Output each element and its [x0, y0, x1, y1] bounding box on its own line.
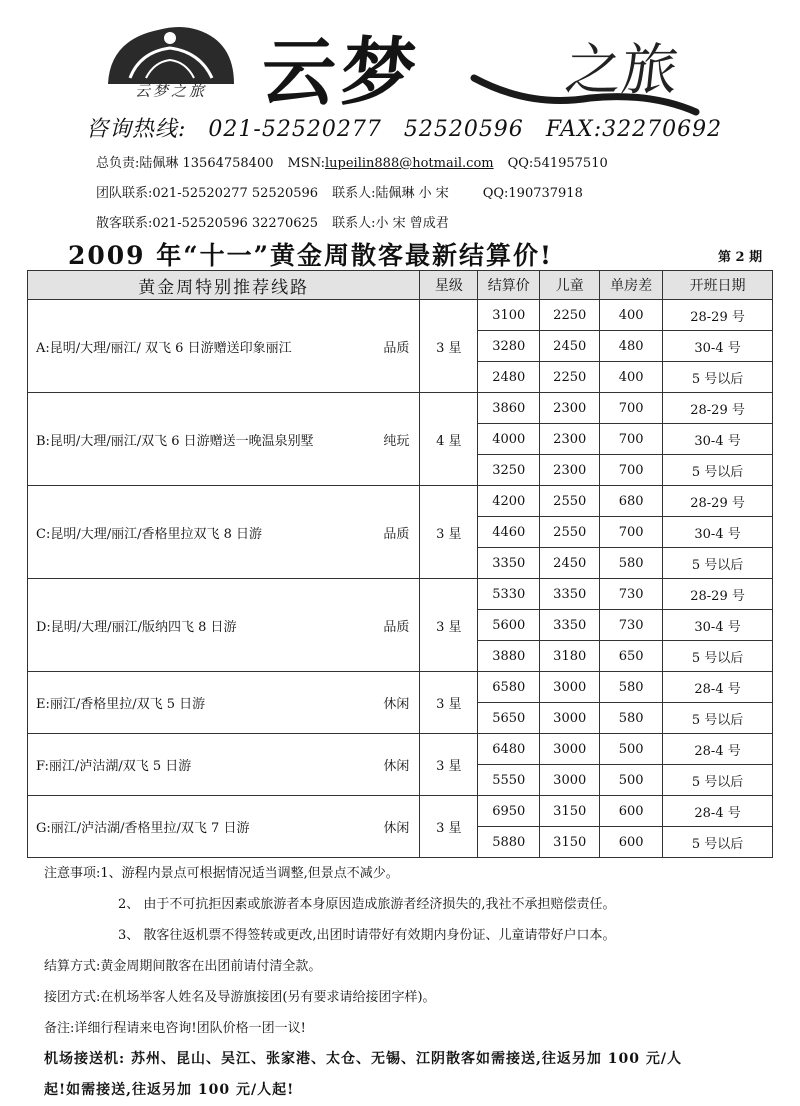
- single-room-supplement: 400: [600, 300, 663, 331]
- departure-date: 5 号以后: [663, 765, 773, 796]
- departure-date: 30-4 号: [663, 517, 773, 548]
- child-price: 2450: [540, 331, 600, 362]
- departure-date: 28-29 号: [663, 393, 773, 424]
- table-row: [28, 672, 773, 703]
- child-price: 2250: [540, 362, 600, 393]
- single-room-supplement: 650: [600, 641, 663, 672]
- airport-transfer-cont: 起!如需接送,往返另加 100 元/人起!: [44, 1082, 295, 1098]
- child-price: 3150: [540, 796, 600, 827]
- star-level: 3 星: [420, 734, 478, 796]
- msn-label: MSN:: [287, 156, 326, 171]
- child-price: 3150: [540, 827, 600, 858]
- single-room-supplement: 480: [600, 331, 663, 362]
- airport-transfer: 机场接送机: 苏州、昆山、吴江、张家港、太仓、无锡、江阴散客如需接送,往返另加 100 元/人: [44, 1051, 682, 1067]
- child-price: 3350: [540, 610, 600, 641]
- qq-number-2: QQ:190737918: [482, 186, 583, 201]
- header-child: 儿童: [540, 271, 600, 300]
- settlement-price: 5650: [478, 703, 540, 734]
- child-price: 3180: [540, 641, 600, 672]
- departure-date: 28-4 号: [663, 734, 773, 765]
- route-name: B:昆明/大理/丽江/双飞 6 日游赠送一晚温泉别墅: [36, 433, 314, 449]
- settlement-price: 6950: [478, 796, 540, 827]
- single-room-supplement: 580: [600, 672, 663, 703]
- route-type: 休闲: [383, 697, 410, 712]
- child-price: 2300: [540, 424, 600, 455]
- brush-swoosh-icon: [470, 68, 700, 118]
- departure-date: 5 号以后: [663, 827, 773, 858]
- contact-line-manager: [96, 152, 622, 171]
- settlement-price: 4460: [478, 517, 540, 548]
- child-price: 2550: [540, 517, 600, 548]
- single-room-supplement: 700: [600, 455, 663, 486]
- hotline-number-2: 52520596: [403, 117, 524, 142]
- page-headline: 2009 年“十一”黄金周散客最新结算价!: [68, 241, 554, 270]
- departure-date: 28-29 号: [663, 300, 773, 331]
- individual-contact: 散客联系:021-52520596 32270625: [96, 216, 319, 231]
- table-row: [28, 734, 773, 765]
- route-name: E:丽江/香格里拉/双飞 5 日游: [36, 697, 206, 712]
- table-row: [28, 796, 773, 827]
- manager-contact: 总负责:陆佩琳 13564758400: [96, 156, 274, 171]
- note-item: 2、 由于不可抗拒因素或旅游者本身原因造成旅游者经济损失的,我社不承担赔偿责任。: [118, 897, 616, 912]
- route-name: F:丽江/泸沽湖/双飞 5 日游: [36, 759, 192, 774]
- brand-title: 云梦: [256, 30, 426, 116]
- route-name: C:昆明/大理/丽江/香格里拉双飞 8 日游: [36, 526, 263, 542]
- settlement-method: 结算方式:黄金周期间散客在出团前请付清全款。: [44, 959, 322, 974]
- departure-date: 28-29 号: [663, 579, 773, 610]
- single-room-supplement: 580: [600, 703, 663, 734]
- settlement-price: 5550: [478, 765, 540, 796]
- star-level: 3 星: [420, 579, 478, 672]
- hotline-label: 咨询热线:: [86, 117, 187, 142]
- header-price: 结算价: [478, 271, 540, 300]
- price-table: [27, 270, 773, 858]
- route-cell: [28, 393, 420, 486]
- settlement-price: 5880: [478, 827, 540, 858]
- single-room-supplement: 600: [600, 827, 663, 858]
- route-name: D:昆明/大理/丽江/版纳四飞 8 日游: [36, 619, 237, 635]
- route-name: G:丽江/泸沽湖/香格里拉/双飞 7 日游: [36, 821, 250, 836]
- table-header-row: [28, 271, 773, 300]
- star-level: 3 星: [420, 486, 478, 579]
- contact-line-team: [96, 182, 597, 201]
- team-contact: 团队联系:021-52520277 52520596: [96, 186, 319, 201]
- notes-section: [44, 858, 774, 1106]
- team-contact-person: 联系人:陆佩琳 小 宋: [332, 186, 449, 201]
- single-room-supplement: 700: [600, 393, 663, 424]
- child-price: 3000: [540, 765, 600, 796]
- child-price: 2450: [540, 548, 600, 579]
- issue-number: 第 2 期: [718, 250, 763, 265]
- brand-title-sub: 之旅: [562, 38, 681, 103]
- departure-date: 5 号以后: [663, 455, 773, 486]
- settlement-price: 5330: [478, 579, 540, 610]
- departure-date: 28-4 号: [663, 796, 773, 827]
- route-type: 休闲: [383, 821, 410, 836]
- single-room-supplement: 700: [600, 424, 663, 455]
- single-room-supplement: 730: [600, 579, 663, 610]
- single-room-supplement: 500: [600, 765, 663, 796]
- single-room-supplement: 580: [600, 548, 663, 579]
- table-row: [28, 486, 773, 517]
- route-name: A:昆明/大理/丽江/ 双飞 6 日游赠送印象丽江: [36, 340, 292, 356]
- departure-date: 28-29 号: [663, 486, 773, 517]
- table-row: [28, 579, 773, 610]
- route-cell: [28, 579, 420, 672]
- star-level: 3 星: [420, 300, 478, 393]
- settlement-price: 3880: [478, 641, 540, 672]
- qq-number-1: QQ:541957510: [507, 156, 608, 171]
- settlement-price: 3860: [478, 393, 540, 424]
- route-cell: [28, 486, 420, 579]
- header-departure: 开班日期: [663, 271, 773, 300]
- route-type: 品质: [383, 340, 410, 356]
- child-price: 3000: [540, 734, 600, 765]
- child-price: 3000: [540, 703, 600, 734]
- departure-date: 5 号以后: [663, 703, 773, 734]
- route-cell: [28, 300, 420, 393]
- hotline-number-1: 021-52520277: [208, 117, 382, 142]
- child-price: 2550: [540, 486, 600, 517]
- settlement-price: 3280: [478, 331, 540, 362]
- child-price: 2300: [540, 455, 600, 486]
- single-room-supplement: 500: [600, 734, 663, 765]
- header-single-room: 单房差: [600, 271, 663, 300]
- reception-method: 接团方式:在机场举客人姓名及导游旗接团(另有要求请给接团字样)。: [44, 990, 436, 1005]
- msn-email-link[interactable]: lupeilin888@hotmail.com: [325, 156, 494, 171]
- child-price: 2300: [540, 393, 600, 424]
- route-type: 品质: [383, 526, 410, 542]
- route-cell: [28, 796, 420, 858]
- child-price: 3350: [540, 579, 600, 610]
- route-type: 纯玩: [383, 433, 410, 449]
- individual-contact-person: 联系人:小 宋 曾成君: [332, 216, 449, 231]
- settlement-price: 4200: [478, 486, 540, 517]
- departure-date: 5 号以后: [663, 362, 773, 393]
- star-level: 4 星: [420, 393, 478, 486]
- departure-date: 30-4 号: [663, 424, 773, 455]
- route-type: 休闲: [383, 759, 410, 774]
- note-item: 注意事项:1、游程内景点可根据情况适当调整,但景点不减少。: [44, 866, 399, 881]
- star-level: 3 星: [420, 796, 478, 858]
- single-room-supplement: 700: [600, 517, 663, 548]
- single-room-supplement: 400: [600, 362, 663, 393]
- settlement-price: 3350: [478, 548, 540, 579]
- departure-date: 5 号以后: [663, 641, 773, 672]
- route-cell: [28, 672, 420, 734]
- departure-date: 28-4 号: [663, 672, 773, 703]
- note-item: 3、 散客往返机票不得签转或更改,出团时请带好有效期内身份证、儿童请带好户口本。: [118, 928, 616, 943]
- single-room-supplement: 600: [600, 796, 663, 827]
- settlement-price: 6580: [478, 672, 540, 703]
- child-price: 2250: [540, 300, 600, 331]
- departure-date: 5 号以后: [663, 548, 773, 579]
- settlement-price: 3250: [478, 455, 540, 486]
- table-row: [28, 300, 773, 331]
- departure-date: 30-4 号: [663, 610, 773, 641]
- fax-number: FAX:32270692: [545, 117, 723, 142]
- remark: 备注:详细行程请来电咨询!团队价格一团一议!: [44, 1021, 306, 1036]
- settlement-price: 5600: [478, 610, 540, 641]
- hotline: [86, 112, 744, 143]
- route-cell: [28, 734, 420, 796]
- child-price: 3000: [540, 672, 600, 703]
- departure-date: 30-4 号: [663, 331, 773, 362]
- logo-text: 云梦之旅: [134, 82, 207, 100]
- table-row: [28, 393, 773, 424]
- header-star: 星级: [420, 271, 478, 300]
- settlement-price: 2480: [478, 362, 540, 393]
- settlement-price: 6480: [478, 734, 540, 765]
- contact-line-individual: [96, 212, 463, 231]
- single-room-supplement: 730: [600, 610, 663, 641]
- settlement-price: 3100: [478, 300, 540, 331]
- single-room-supplement: 680: [600, 486, 663, 517]
- star-level: 3 星: [420, 672, 478, 734]
- header-route: 黄金周特别推荐线路: [28, 271, 420, 300]
- settlement-price: 4000: [478, 424, 540, 455]
- route-type: 品质: [383, 619, 410, 635]
